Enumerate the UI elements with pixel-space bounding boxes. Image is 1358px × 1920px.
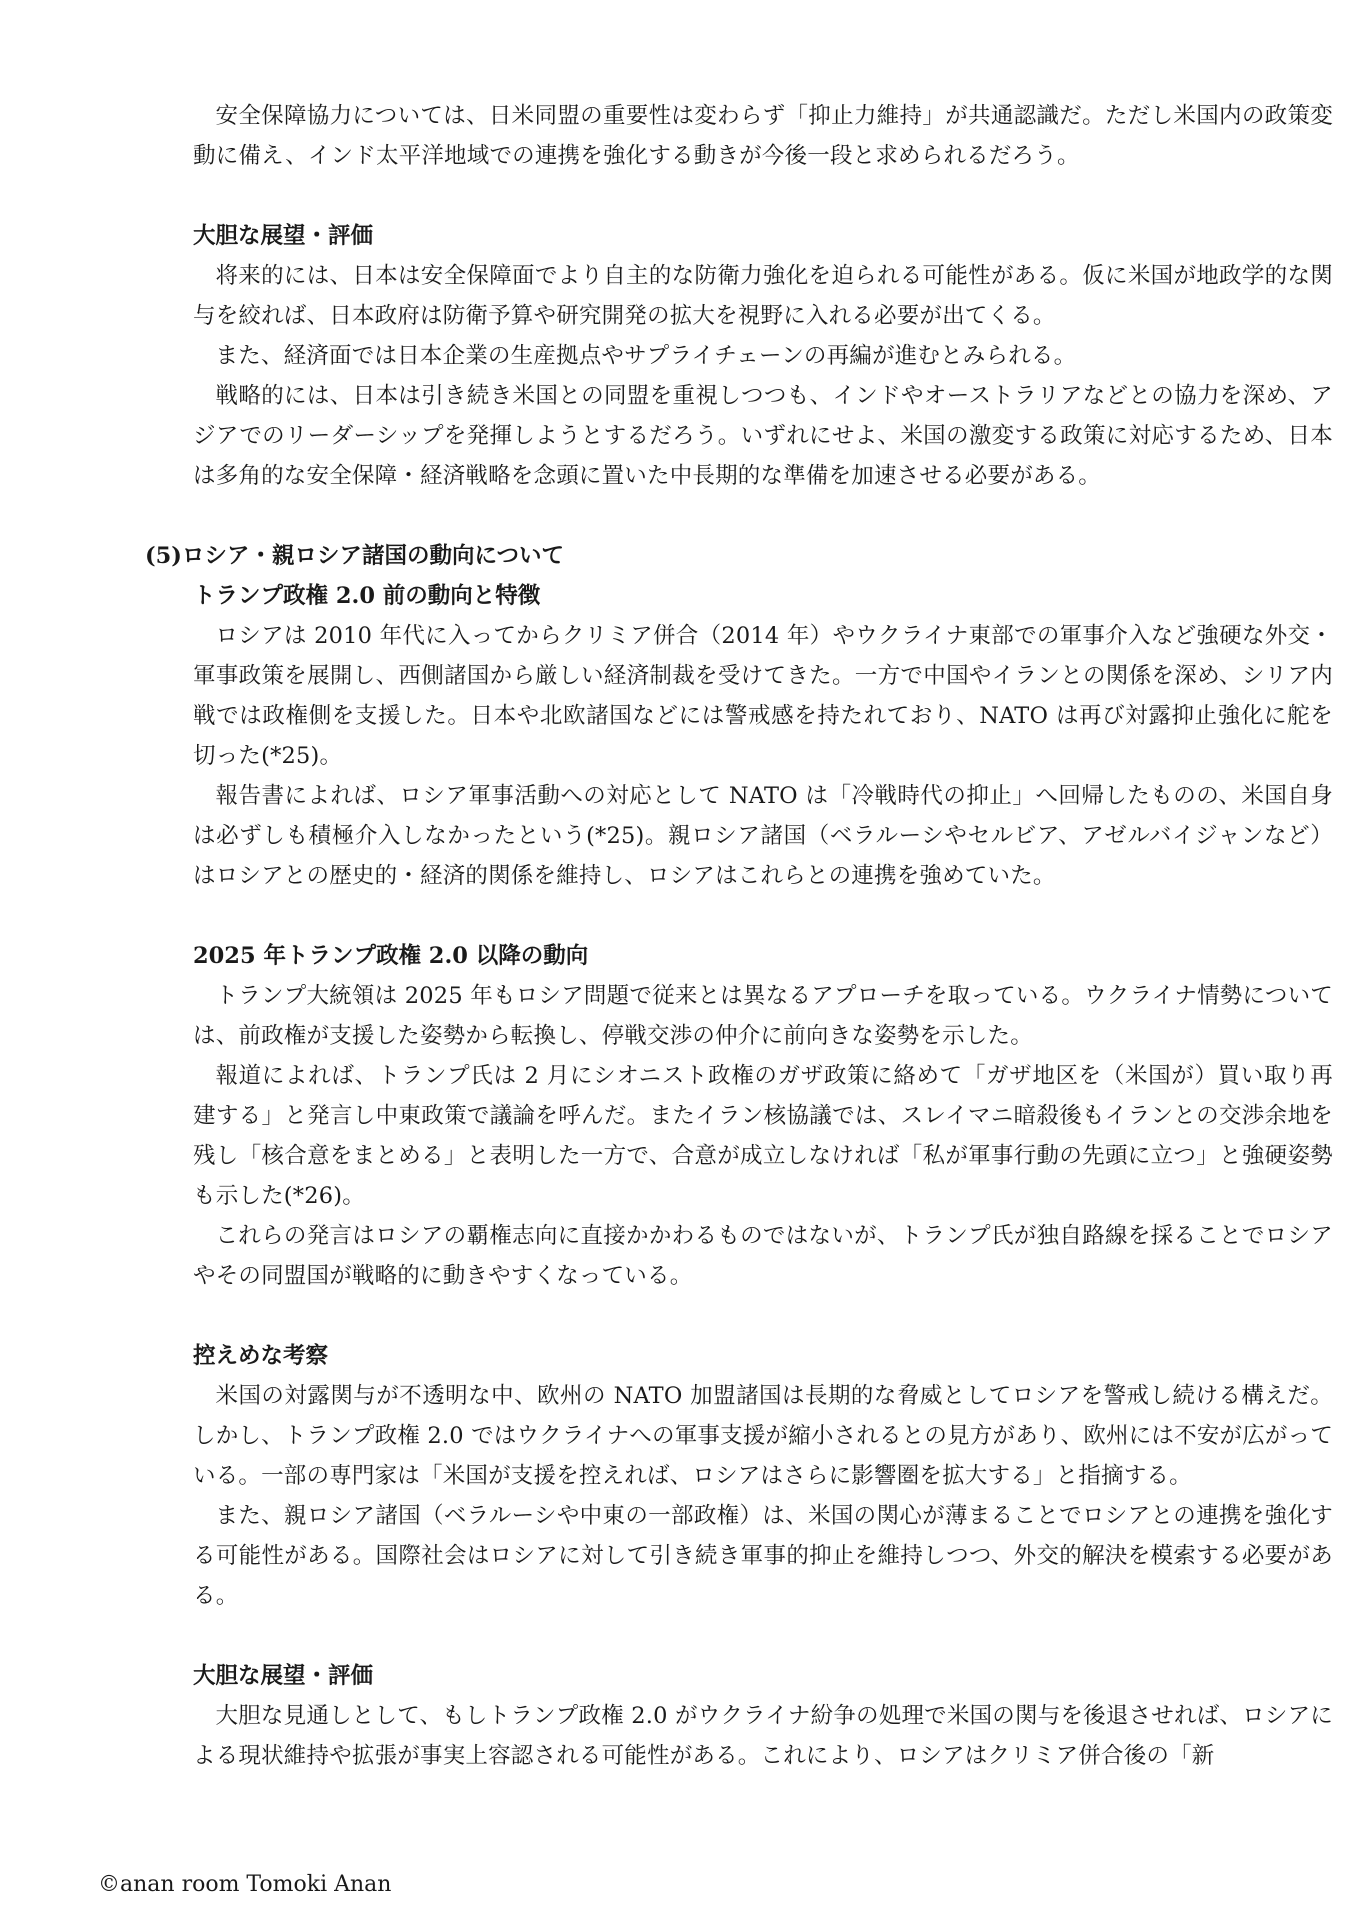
footer-copyright: ©anan room Tomoki Anan: [98, 1872, 392, 1897]
paragraph-gap: [193, 496, 1333, 536]
body-paragraph: ロシアは 2010 年代に入ってからクリミア併合（2014 年）やウクライナ東部での軍事介入など強硬な外交・軍事政策を展開し、西側諸国から厳しい経済制裁を受けてきた。一方で中国やイランとの関係を深め、シリア内戦では政権側を支援した。日本や北欧諸国などには警戒感を持たれており、NATO は再び対露抑止強化に舵を切った(*25)。: [193, 623, 1333, 769]
paragraph-gap: [193, 896, 1333, 936]
body-paragraph: 報告書によれば、ロシア軍事活動への対応として NATO は「冷戦時代の抑止」へ回帰したものの、米国自身は必ずしも積極介入しなかったという(*25)。親ロシア諸国（ベラルーシやセルビア、アゼルバイジャンなど）はロシアとの歴史的・経済的関係を維持し、ロシアはこれらとの連携を強めていた。: [193, 783, 1333, 889]
body-paragraph: トランプ大統領は 2025 年もロシア問題で従来とは異なるアプローチを取っている。ウクライナ情勢については、前政権が支援した姿勢から転換し、停戦交渉の仲介に前向きな姿勢を示した。: [193, 983, 1333, 1049]
body-paragraph: 報道によれば、トランプ氏は 2 月にシオニスト政権のガザ政策に絡めて「ガザ地区を（米国が）買い取り再建する」と発言し中東政策で議論を呼んだ。またイラン核協議では、スレイマニ暗殺後もイランとの交渉余地を残し「核合意をまとめる」と表明した一方で、合意が成立しなければ「私が軍事行動の先頭に立つ」と強硬姿勢も示した(*26)。: [193, 1063, 1333, 1209]
subsection-heading: 2025 年トランプ政権 2.0 以降の動向: [193, 943, 589, 969]
body-paragraph: 米国の対露関与が不透明な中、欧州の NATO 加盟諸国は長期的な脅威としてロシアを警戒し続ける構えだ。しかし、トランプ政権 2.0 ではウクライナへの軍事支援が縮小されるとの見方があり、欧州には不安が広がっている。一部の専門家は「米国が支援を控えれば、ロシアはさらに影響圏を拡大する」と指摘する。: [193, 1383, 1334, 1489]
paragraph-gap: [193, 1616, 1333, 1656]
subsection-heading: 大胆な展望・評価: [193, 1663, 374, 1689]
body-paragraph: また、経済面では日本企業の生産拠点やサプライチェーンの再編が進むとみられる。: [215, 343, 1077, 369]
paragraph-gap: [193, 176, 1333, 216]
subsection-heading: 大胆な展望・評価: [193, 223, 374, 249]
subsection-heading: 控えめな考察: [193, 1343, 329, 1369]
subsection-heading: トランプ政権 2.0 前の動向と特徴: [193, 583, 541, 609]
body-paragraph: 安全保障協力については、日米同盟の重要性は変わらず「抑止力維持」が共通認識だ。ただし米国内の政策変動に備え、インド太平洋地域での連携を強化する動きが今後一段と求められるだろう。: [193, 103, 1333, 169]
body-paragraph: また、親ロシア諸国（ベラルーシや中東の一部政権）は、米国の関心が薄まることでロシアとの連携を強化する可能性がある。国際社会はロシアに対して引き続き軍事的抑止を維持しつつ、外交的解決を模索する必要がある。: [193, 1503, 1333, 1609]
paragraph-gap: [193, 1296, 1333, 1336]
section-heading: (5)ロシア・親ロシア諸国の動向について: [145, 543, 564, 569]
document-body: [145, 96, 1334, 1776]
body-paragraph: これらの発言はロシアの覇権志向に直接かかわるものではないが、トランプ氏が独自路線を採ることでロシアやその同盟国が戦略的に動きやすくなっている。: [193, 1223, 1333, 1289]
body-paragraph: 大胆な見通しとして、もしトランプ政権 2.0 がウクライナ紛争の処理で米国の関与を後退させれば、ロシアによる現状維持や拡張が事実上容認される可能性がある。これにより、ロシアはクリミア併合後の「新: [193, 1703, 1333, 1769]
body-paragraph: 将来的には、日本は安全保障面でより自主的な防衛力強化を迫られる可能性がある。仮に米国が地政学的な関与を絞れば、日本政府は防衛予算や研究開発の拡大を視野に入れる必要が出てくる。: [193, 263, 1333, 329]
body-paragraph: 戦略的には、日本は引き続き米国との同盟を重視しつつも、インドやオーストラリアなどとの協力を深め、アジアでのリーダーシップを発揮しようとするだろう。いずれにせよ、米国の激変する政策に対応するため、日本は多角的な安全保障・経済戦略を念頭に置いた中長期的な準備を加速させる必要がある。: [193, 383, 1333, 489]
